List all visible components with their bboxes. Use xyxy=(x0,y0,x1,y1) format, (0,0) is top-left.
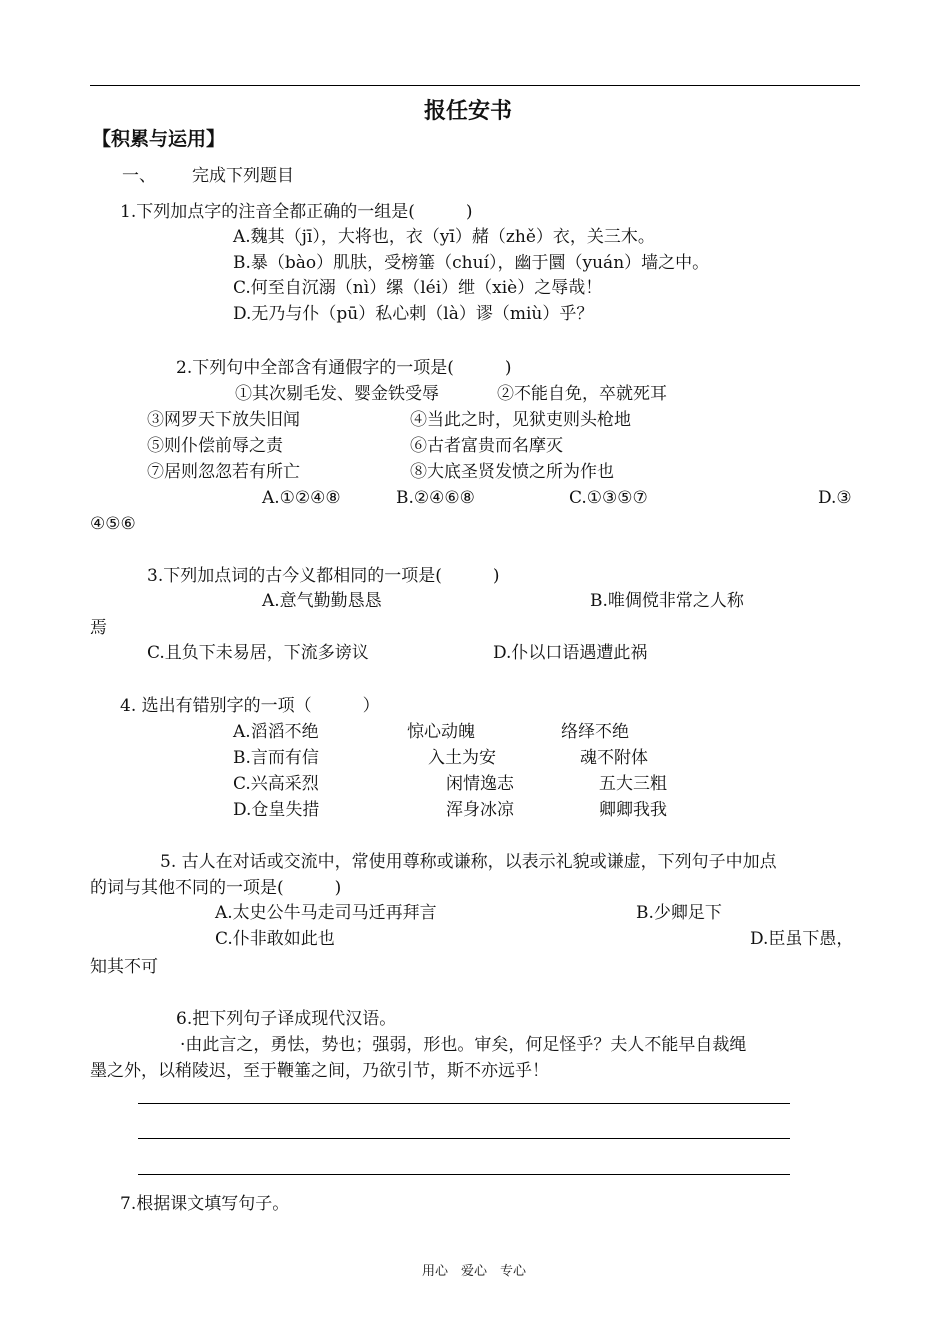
q4-d-2: 浑身冰凉 xyxy=(446,800,514,820)
q7-stem: 7.根据课文填写句子。 xyxy=(120,1194,290,1214)
q1-option-d: D.无乃与仆（pū）私心剌（là）谬（miù）乎？ xyxy=(233,304,594,324)
q1-option-b: B.暴（bào）肌肤，受榜箠（chuí），幽于圜（yuán）墙之中。 xyxy=(233,253,710,273)
q2-option-d-cont: ④⑤⑥ xyxy=(90,514,136,534)
q3-option-c: C.且负下未易居，下流多谤议 xyxy=(147,643,369,663)
q2-stem: 2.下列句中全部含有通假字的一项是( ) xyxy=(176,358,512,378)
q6-passage-line2: 墨之外，以稍陵迟，至于鞭箠之间，乃欲引节，斯不亦远乎！ xyxy=(90,1061,549,1081)
answer-line[interactable] xyxy=(138,1138,790,1139)
q2-item-7: ⑦居则忽忽若有所亡 xyxy=(147,462,300,482)
q3-option-d: D.仆以口语遇遭此祸 xyxy=(493,643,648,663)
q4-a-2: 惊心动魄 xyxy=(407,722,475,742)
q4-a-1: A.滔滔不绝 xyxy=(233,722,319,742)
answer-line[interactable] xyxy=(138,1174,790,1175)
q5-option-a: A.太史公牛马走司马迁再拜言 xyxy=(215,903,437,923)
q6-stem: 6.把下列句子译成现代汉语。 xyxy=(176,1009,397,1029)
part-title: 完成下列题目 xyxy=(192,166,294,186)
q2-option-b: B.②④⑥⑧ xyxy=(396,488,475,508)
answer-line[interactable] xyxy=(138,1103,790,1104)
q4-c-1: C.兴高采烈 xyxy=(233,774,319,794)
q5-stem-line2: 的词与其他不同的一项是( ) xyxy=(90,878,342,898)
q5-stem-line1: 5. 古人在对话或交流中，常使用尊称或谦称，以表示礼貌或谦虚，下列句子中加点 xyxy=(160,852,777,872)
q1-option-c: C.何至自沉溺（nì）缧（léi）绁（xiè）之辱哉！ xyxy=(233,278,603,298)
q4-b-1: B.言而有信 xyxy=(233,748,319,768)
q2-option-c: C.①③⑤⑦ xyxy=(569,488,648,508)
q2-option-a: A.①②④⑧ xyxy=(262,488,341,508)
top-rule xyxy=(90,85,860,86)
q4-c-2: 闲情逸志 xyxy=(446,774,514,794)
q2-item-3: ③网罗天下放失旧闻 xyxy=(147,410,300,430)
q5-option-d-cont: 知其不可 xyxy=(90,957,158,977)
q1-option-a: A.魏其（jī），大将也，衣（yī）赭（zhě）衣，关三木。 xyxy=(233,227,655,247)
section-heading: 【积累与运用】 xyxy=(92,128,226,150)
q2-option-d: D.③ xyxy=(818,488,852,508)
q2-item-1: ①其次剔毛发、婴金铁受辱 xyxy=(235,384,439,404)
q5-option-b: B.少卿足下 xyxy=(636,903,722,923)
q5-option-c: C.仆非敢如此也 xyxy=(215,929,335,949)
page-title: 报任安书 xyxy=(424,99,513,124)
q2-item-5: ⑤则仆偿前辱之责 xyxy=(147,436,283,456)
q4-stem: 4. 选出有错别字的一项（ ） xyxy=(120,696,380,716)
q4-a-3: 络绎不绝 xyxy=(561,722,629,742)
q2-item-6: ⑥古者富贵而名摩灭 xyxy=(410,436,563,456)
q1-stem: 1.下列加点字的注音全都正确的一组是( ) xyxy=(120,202,473,222)
q2-item-4: ④当此之时，见狱吏则头枪地 xyxy=(410,410,631,430)
q4-d-3: 卿卿我我 xyxy=(599,800,667,820)
q4-c-3: 五大三粗 xyxy=(599,774,667,794)
part-number: 一、 xyxy=(122,166,156,186)
q3-option-a: A.意气勤勤恳恳 xyxy=(262,591,382,611)
q2-item-8: ⑧大底圣贤发愤之所为作也 xyxy=(410,462,614,482)
q6-passage-line1: ·由此言之，勇怯，势也；强弱，形也。审矣，何足怪乎？夫人不能早自裁绳 xyxy=(180,1035,747,1055)
q4-d-1: D.仓皇失措 xyxy=(233,800,320,820)
q2-item-2: ②不能自免，卒就死耳 xyxy=(497,384,667,404)
q4-b-3: 魂不附体 xyxy=(580,748,648,768)
q3-option-b: B.唯倜傥非常之人称 xyxy=(590,591,744,611)
q4-b-2: 入土为安 xyxy=(428,748,496,768)
q3-stem: 3.下列加点词的古今义都相同的一项是( ) xyxy=(147,566,500,586)
q3-option-b-cont: 焉 xyxy=(90,618,107,638)
page-footer: 用心 爱心 专心 xyxy=(422,1264,527,1279)
q5-option-d: D.臣虽下愚， xyxy=(750,929,854,949)
